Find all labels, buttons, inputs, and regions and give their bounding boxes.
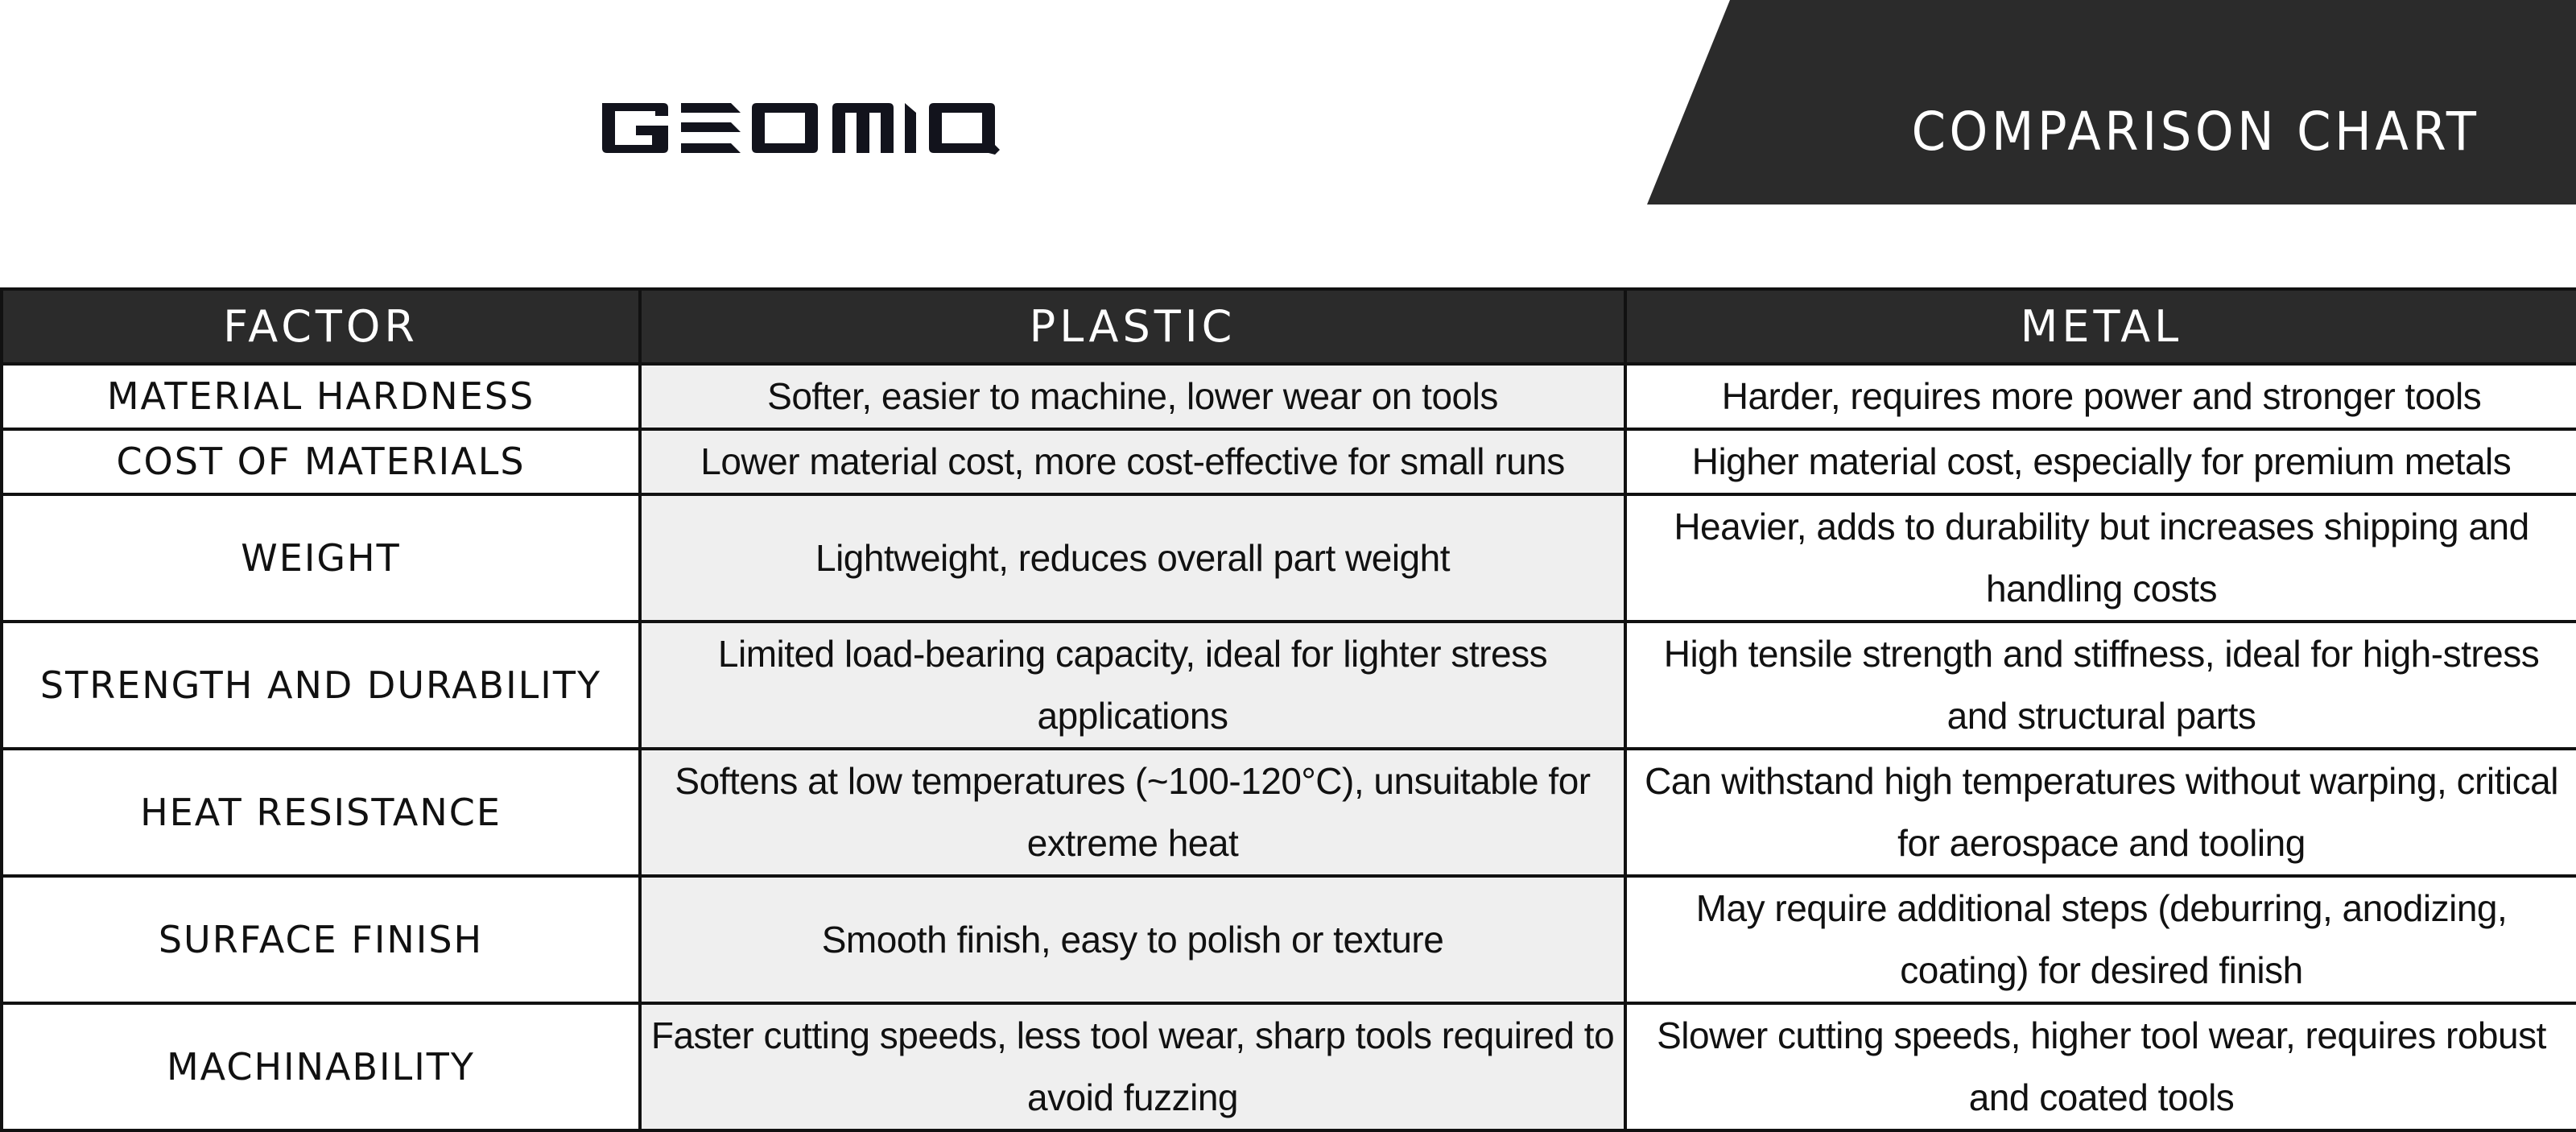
factor-cell: SURFACE FINISH [2,876,640,1003]
factor-cell: HEAT RESISTANCE [2,749,640,876]
metal-cell: May require additional steps (deburring, anodizing, coating) for desired finish [1625,876,2576,1003]
metal-cell: Can withstand high temperatures without warping, critical for aerospace and tooling [1625,749,2576,876]
geomiq-logo-icon [597,101,1001,155]
column-header-factor: FACTOR [2,289,640,364]
geomiq-logo [597,101,1001,155]
plastic-cell: Smooth finish, easy to polish or texture [640,876,1625,1003]
plastic-cell: Faster cutting speeds, less tool wear, sharp tools required to avoid fuzzing [640,1003,1625,1130]
factor-cell: MACHINABILITY [2,1003,640,1130]
factor-cell: MATERIAL HARDNESS [2,364,640,429]
factor-cell: COST OF MATERIALS [2,429,640,494]
comparison-table [0,287,2576,1132]
column-header-plastic: PLASTIC [640,289,1625,364]
table-row [2,1003,2576,1130]
plastic-cell: Lightweight, reduces overall part weight [640,494,1625,622]
table-row [2,429,2576,494]
plastic-cell: Softer, easier to machine, lower wear on tools [640,364,1625,429]
factor-cell: STRENGTH AND DURABILITY [2,622,640,749]
table-row [2,494,2576,622]
table-row [2,876,2576,1003]
table-row [2,749,2576,876]
page-title: COMPARISON CHART [1911,100,2480,163]
factor-cell: WEIGHT [2,494,640,622]
table-row [2,364,2576,429]
plastic-cell: Limited load-bearing capacity, ideal for lighter stress applications [640,622,1625,749]
table-row [2,622,2576,749]
plastic-cell: Lower material cost, more cost-effective for small runs [640,429,1625,494]
table-header-row [2,289,2576,364]
metal-cell: High tensile strength and stiffness, ideal for high-stress and structural parts [1625,622,2576,749]
metal-cell: Higher material cost, especially for premium metals [1625,429,2576,494]
metal-cell: Slower cutting speeds, higher tool wear, requires robust and coated tools [1625,1003,2576,1130]
metal-cell: Harder, requires more power and stronger tools [1625,364,2576,429]
plastic-cell: Softens at low temperatures (~100-120°C), unsuitable for extreme heat [640,749,1625,876]
metal-cell: Heavier, adds to durability but increases shipping and handling costs [1625,494,2576,622]
column-header-metal: METAL [1625,289,2576,364]
